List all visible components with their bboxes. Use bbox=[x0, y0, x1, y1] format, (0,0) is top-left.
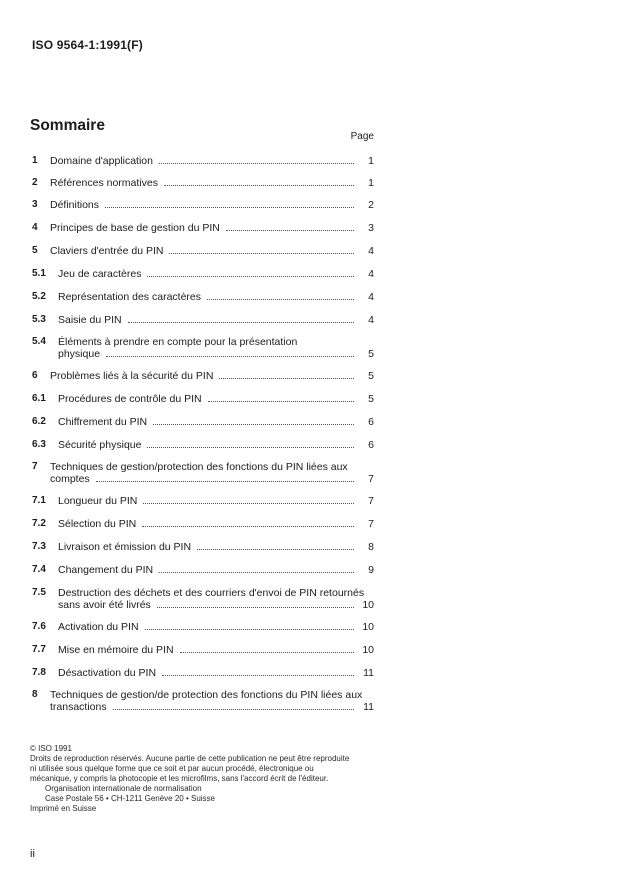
toc-entry-number: 5.1 bbox=[32, 268, 46, 279]
toc-entry-page: 10 bbox=[362, 621, 374, 633]
toc-entry-title: Problèmes liés à la sécurité du PIN bbox=[50, 370, 214, 382]
toc-entry-page: 7 bbox=[368, 473, 374, 485]
toc-entry-number: 7.8 bbox=[32, 667, 46, 678]
toc-entry-number: 7.6 bbox=[32, 621, 46, 632]
toc-entry-number: 7.4 bbox=[32, 564, 46, 575]
dot-leader bbox=[197, 548, 354, 550]
dot-leader bbox=[147, 275, 354, 277]
page-number: ii bbox=[30, 848, 35, 860]
toc-entry-number: 7.1 bbox=[32, 495, 46, 506]
dot-leader bbox=[169, 252, 354, 254]
toc-entry-title: physique bbox=[58, 348, 101, 360]
dot-leader bbox=[208, 400, 354, 402]
dot-leader bbox=[128, 321, 354, 323]
toc-entry-number: 4 bbox=[32, 222, 38, 233]
dot-leader bbox=[164, 184, 354, 186]
dot-leader bbox=[143, 502, 354, 504]
copyright-line: © ISO 1991 bbox=[30, 744, 72, 753]
toc-entry-title: Sélection du PIN bbox=[58, 518, 137, 530]
toc-entry-number: 5.2 bbox=[32, 291, 46, 302]
toc-entry-number: 8 bbox=[32, 689, 38, 700]
dot-leader bbox=[142, 525, 354, 527]
toc-entry-page: 5 bbox=[368, 370, 374, 382]
toc-entry-number: 2 bbox=[32, 177, 38, 188]
toc-entry-number: 3 bbox=[32, 199, 38, 210]
toc-entry-number: 6 bbox=[32, 370, 38, 381]
toc-entry-page: 8 bbox=[368, 541, 374, 553]
dot-leader bbox=[153, 423, 354, 425]
toc-entry-title: Changement du PIN bbox=[58, 564, 154, 576]
toc-entry-page: 2 bbox=[368, 199, 374, 211]
toc-entry-number: 7.5 bbox=[32, 587, 46, 598]
dot-leader bbox=[226, 229, 354, 231]
toc-entry-title: Livraison et émission du PIN bbox=[58, 541, 192, 553]
toc-entry-page: 4 bbox=[368, 268, 374, 280]
toc-entry-number: 7.3 bbox=[32, 541, 46, 552]
toc-entry-title: Techniques de gestion/de protection des fonctions du PIN liées aux bbox=[50, 689, 363, 701]
toc-entry-page: 6 bbox=[368, 416, 374, 428]
toc-entry-page: 5 bbox=[368, 348, 374, 360]
toc-entry-page: 4 bbox=[368, 291, 374, 303]
organization-address: Case Postale 56 • CH-1211 Genève 20 • Suisse bbox=[45, 794, 215, 803]
toc-entry-page: 9 bbox=[368, 564, 374, 576]
toc-entry-number: 7.7 bbox=[32, 644, 46, 655]
toc-entry-page: 6 bbox=[368, 439, 374, 451]
toc-entry-title: Domaine d'application bbox=[50, 155, 153, 167]
toc-entry-number: 6.1 bbox=[32, 393, 46, 404]
toc-entry-title: Représentation des caractères bbox=[58, 291, 201, 303]
dot-leader bbox=[105, 206, 354, 208]
dot-leader bbox=[106, 355, 354, 357]
toc-entry-page: 10 bbox=[362, 599, 374, 611]
dot-leader bbox=[96, 480, 354, 482]
toc-entry-title: Longueur du PIN bbox=[58, 495, 138, 507]
toc-entry-number: 7.2 bbox=[32, 518, 46, 529]
toc-entry-page: 4 bbox=[368, 314, 374, 326]
toc-entry-title: sans avoir été livrés bbox=[58, 599, 151, 611]
organization-name: Organisation internationale de normalisation bbox=[45, 784, 202, 793]
toc-entry-title: Principes de base de gestion du PIN bbox=[50, 222, 220, 234]
toc-entry-page: 4 bbox=[368, 245, 374, 257]
dot-leader bbox=[180, 651, 354, 653]
toc-entry-number: 7 bbox=[32, 461, 38, 472]
dot-leader bbox=[159, 162, 354, 164]
toc-entry-title: Éléments à prendre en compte pour la présentation bbox=[58, 336, 298, 348]
toc-entry-title: Désactivation du PIN bbox=[58, 667, 157, 679]
toc-entry-title: Sécurité physique bbox=[58, 439, 142, 451]
dot-leader bbox=[157, 606, 354, 608]
dot-leader bbox=[113, 708, 354, 710]
toc-entry-number: 5 bbox=[32, 245, 38, 256]
toc-entry-number: 6.3 bbox=[32, 439, 46, 450]
toc-entry-title: comptes bbox=[50, 473, 90, 485]
toc-entry-title: transactions bbox=[50, 701, 107, 713]
dot-leader bbox=[162, 674, 354, 676]
toc-entry-title: Claviers d'entrée du PIN bbox=[50, 245, 164, 257]
dot-leader bbox=[219, 377, 354, 379]
toc-entry-page: 10 bbox=[362, 644, 374, 656]
toc-entry-page: 7 bbox=[368, 518, 374, 530]
toc-entry-title: Définitions bbox=[50, 199, 100, 211]
toc-entry-page: 3 bbox=[368, 222, 374, 234]
dot-leader bbox=[145, 628, 354, 630]
toc-entry-number: 1 bbox=[32, 155, 38, 166]
toc-entry-page: 11 bbox=[363, 667, 374, 679]
toc-entry-title: Procédures de contrôle du PIN bbox=[58, 393, 202, 405]
toc-entry-title: Références normatives bbox=[50, 177, 158, 189]
dot-leader bbox=[159, 571, 354, 573]
dot-leader bbox=[147, 446, 354, 448]
copyright-block bbox=[30, 744, 350, 814]
page-title: Sommaire bbox=[30, 117, 105, 134]
toc-entry-title: Saisie du PIN bbox=[58, 314, 122, 326]
toc-entry-page: 11 bbox=[363, 701, 374, 713]
page-column-label: Page bbox=[350, 131, 374, 142]
rights-notice: Droits de reproduction réservés. Aucune partie de cette publication ne peut être reproduite ni utilisée sous quelque forme que ce soit et par aucun procédé, électronique ou mécanique, y compris la photocopie et les microfilms, sans l'accord écrit de l'éditeur. bbox=[30, 754, 350, 783]
toc-entry-number: 5.4 bbox=[32, 336, 46, 347]
toc-entry-title: Techniques de gestion/protection des fonctions du PIN liées aux bbox=[50, 461, 348, 473]
toc-entry-title: Mise en mémoire du PIN bbox=[58, 644, 174, 656]
toc-entry-title: Chiffrement du PIN bbox=[58, 416, 148, 428]
dot-leader bbox=[207, 298, 354, 300]
toc-entry-number: 6.2 bbox=[32, 416, 46, 427]
toc-entry-title: Destruction des déchets et des courriers d'envoi de PIN retournés bbox=[58, 587, 365, 599]
toc-entry-title: Jeu de caractères bbox=[58, 268, 142, 280]
toc-entry-page: 5 bbox=[368, 393, 374, 405]
toc-entry-title: Activation du PIN bbox=[58, 621, 139, 633]
toc-entry-number: 5.3 bbox=[32, 314, 46, 325]
document-identifier: ISO 9564-1:1991(F) bbox=[32, 38, 143, 52]
toc-entry-page: 1 bbox=[368, 155, 374, 167]
toc-entry-page: 7 bbox=[368, 495, 374, 507]
printed-in: Imprimé en Suisse bbox=[30, 804, 97, 813]
toc-entry-page: 1 bbox=[368, 177, 374, 189]
